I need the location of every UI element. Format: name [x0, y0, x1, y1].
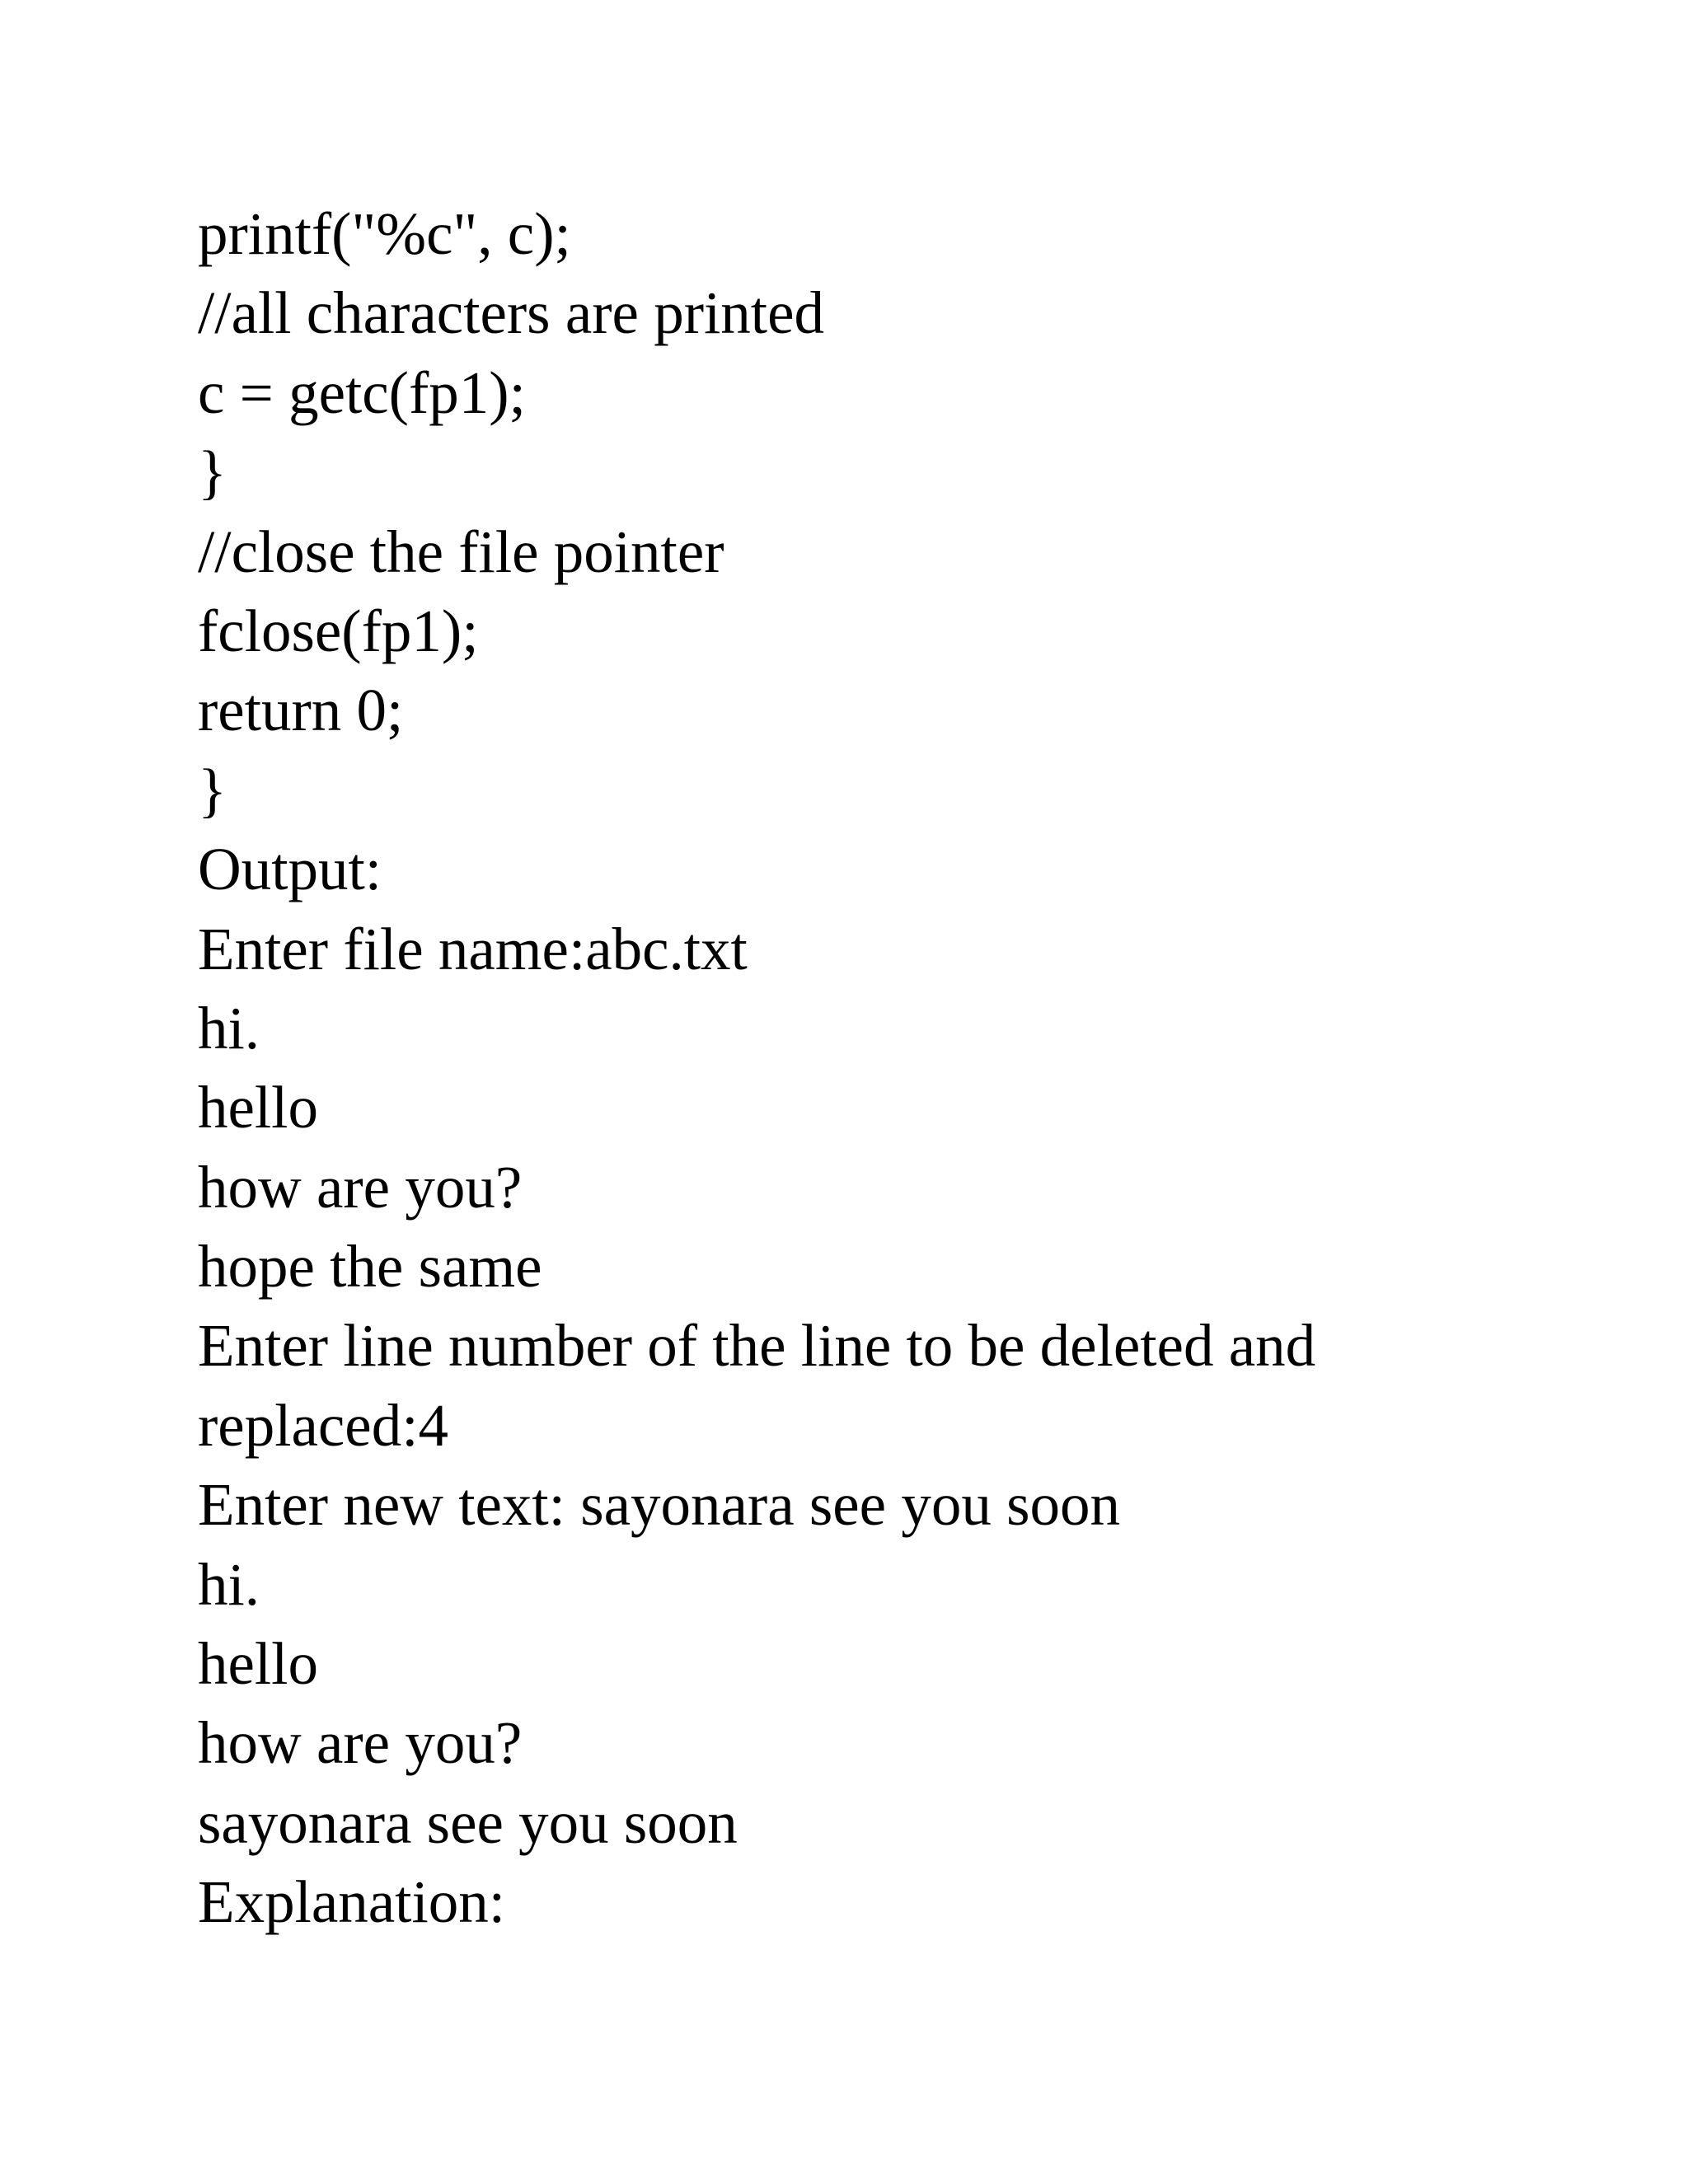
code-line-return: return 0;: [198, 677, 404, 744]
output-line: sayonara see you soon: [198, 1788, 738, 1856]
code-closing-brace: }: [198, 438, 227, 506]
output-line: Enter file name:abc.txt: [198, 915, 748, 982]
code-line-getc: c = getc(fp1);: [198, 359, 526, 426]
output-line: hi.: [198, 994, 260, 1062]
output-line: hi.: [198, 1550, 260, 1618]
code-line-fclose: fclose(fp1);: [198, 597, 479, 664]
output-line: Enter new text: sayonara see you soon: [198, 1471, 1120, 1539]
code-closing-brace-final: }: [198, 756, 227, 823]
output-line: how are you?: [198, 1709, 523, 1777]
output-line: how are you?: [198, 1153, 523, 1221]
code-comment-all-characters: //all characters are printed: [198, 279, 824, 347]
explanation-heading: Explanation:: [198, 1868, 506, 1936]
output-line: replaced:4: [198, 1391, 448, 1459]
code-line-printf: printf("%c", c);: [198, 200, 571, 267]
output-line: hope the same: [198, 1233, 542, 1301]
output-heading: Output:: [198, 836, 382, 903]
output-line: hello: [198, 1074, 318, 1141]
output-line: Enter line number of the line to be deleted and: [198, 1312, 1316, 1380]
document-body: [198, 194, 1558, 1943]
output-line: hello: [198, 1630, 318, 1698]
code-comment-close-file: //close the file pointer: [198, 518, 724, 585]
